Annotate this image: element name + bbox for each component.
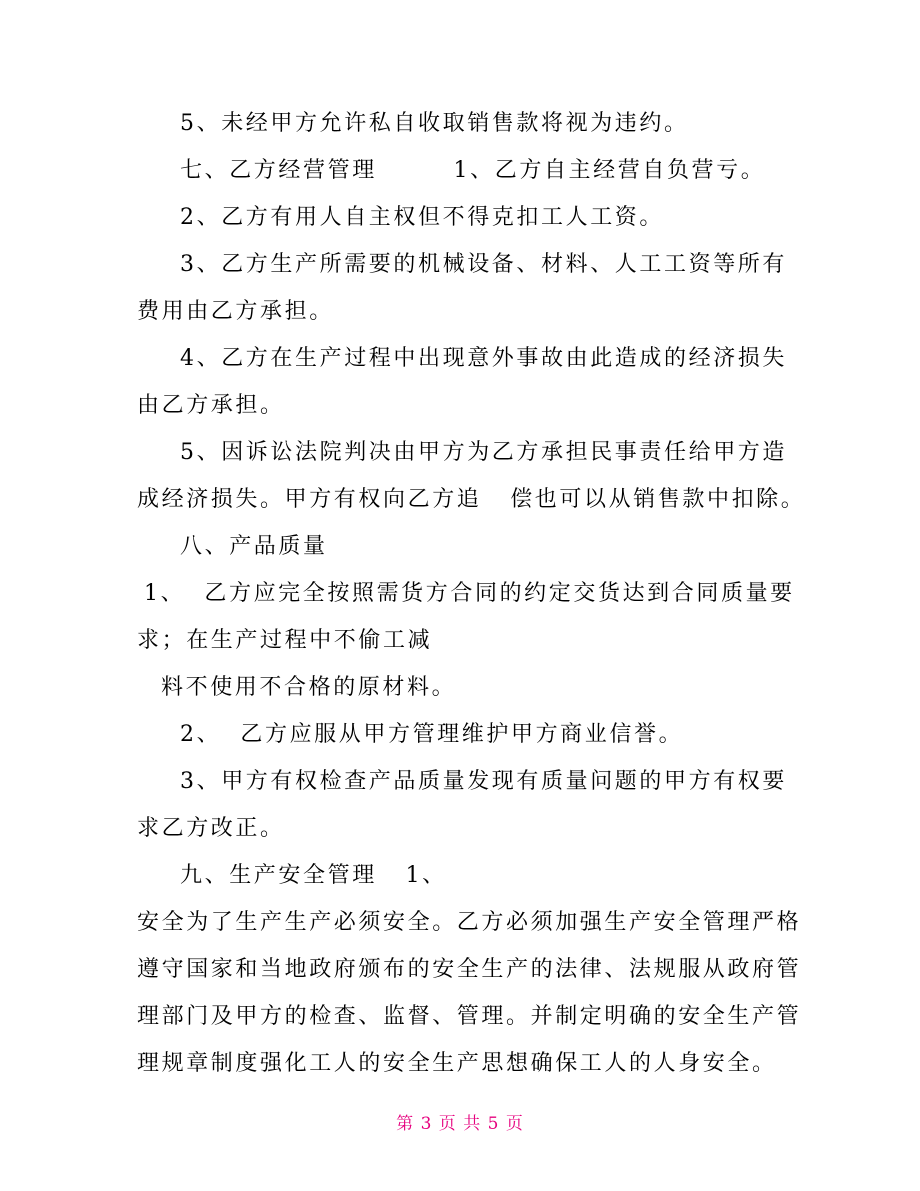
paragraph-line: 理规章制度强化工人的安全生产思想确保工人的人身安全。 (137, 1051, 777, 1076)
paragraph-line: 理部门及甲方的检查、监督、管理。并制定明确的安全生产管 (137, 1004, 802, 1029)
section-heading: 八、产品质量 (180, 534, 328, 559)
paragraph-line: 料不使用不合格的原材料。 (161, 675, 457, 700)
paragraph-line: 费用由乙方承担。 (137, 299, 334, 324)
paragraph-line: 求乙方改正。 (137, 816, 285, 841)
paragraph-line: 3、乙方生产所需要的机械设备、材料、人工工资等所有 (180, 252, 787, 277)
paragraph-line: 3、甲方有权检查产品质量发现有质量问题的甲方有权要 (180, 769, 787, 794)
paragraph-line: 安全为了生产生产必须安全。乙方必须加强生产安全管理严格 (137, 910, 802, 935)
paragraph-line: 七、乙方经营管理 1、乙方自主经营自负营亏。 (180, 158, 766, 183)
paragraph-line: 求；在生产过程中不偷工减 (137, 628, 433, 653)
paragraph-line: 由乙方承担。 (137, 393, 285, 418)
paragraph-line: 1、 乙方应完全按照需货方合同的约定交货达到合同质量要 (144, 581, 795, 606)
paragraph-line: 4、乙方在生产过程中出现意外事故由此造成的经济损失 (180, 346, 787, 371)
paragraph-line: 2、乙方有用人自主权但不得克扣工人工资。 (180, 205, 664, 230)
paragraph-line: 遵守国家和当地政府颁布的安全生产的法律、法规服从政府管 (137, 957, 802, 982)
paragraph-line: 2、 乙方应服从甲方管理维护甲方商业信誉。 (180, 722, 684, 747)
section-heading: 九、生产安全管理 1、 (180, 863, 447, 888)
paragraph-line: 5、因诉讼法院判决由甲方为乙方承担民事责任给甲方造 (180, 440, 787, 465)
paragraph-line: 5、未经甲方允许私自收取销售款将视为违约。 (180, 111, 689, 136)
page-number-footer: 第 3 页 共 5 页 (396, 1114, 524, 1134)
paragraph-line: 成经济损失。甲方有权向乙方追 偿也可以从销售款中扣除。 (137, 487, 806, 512)
